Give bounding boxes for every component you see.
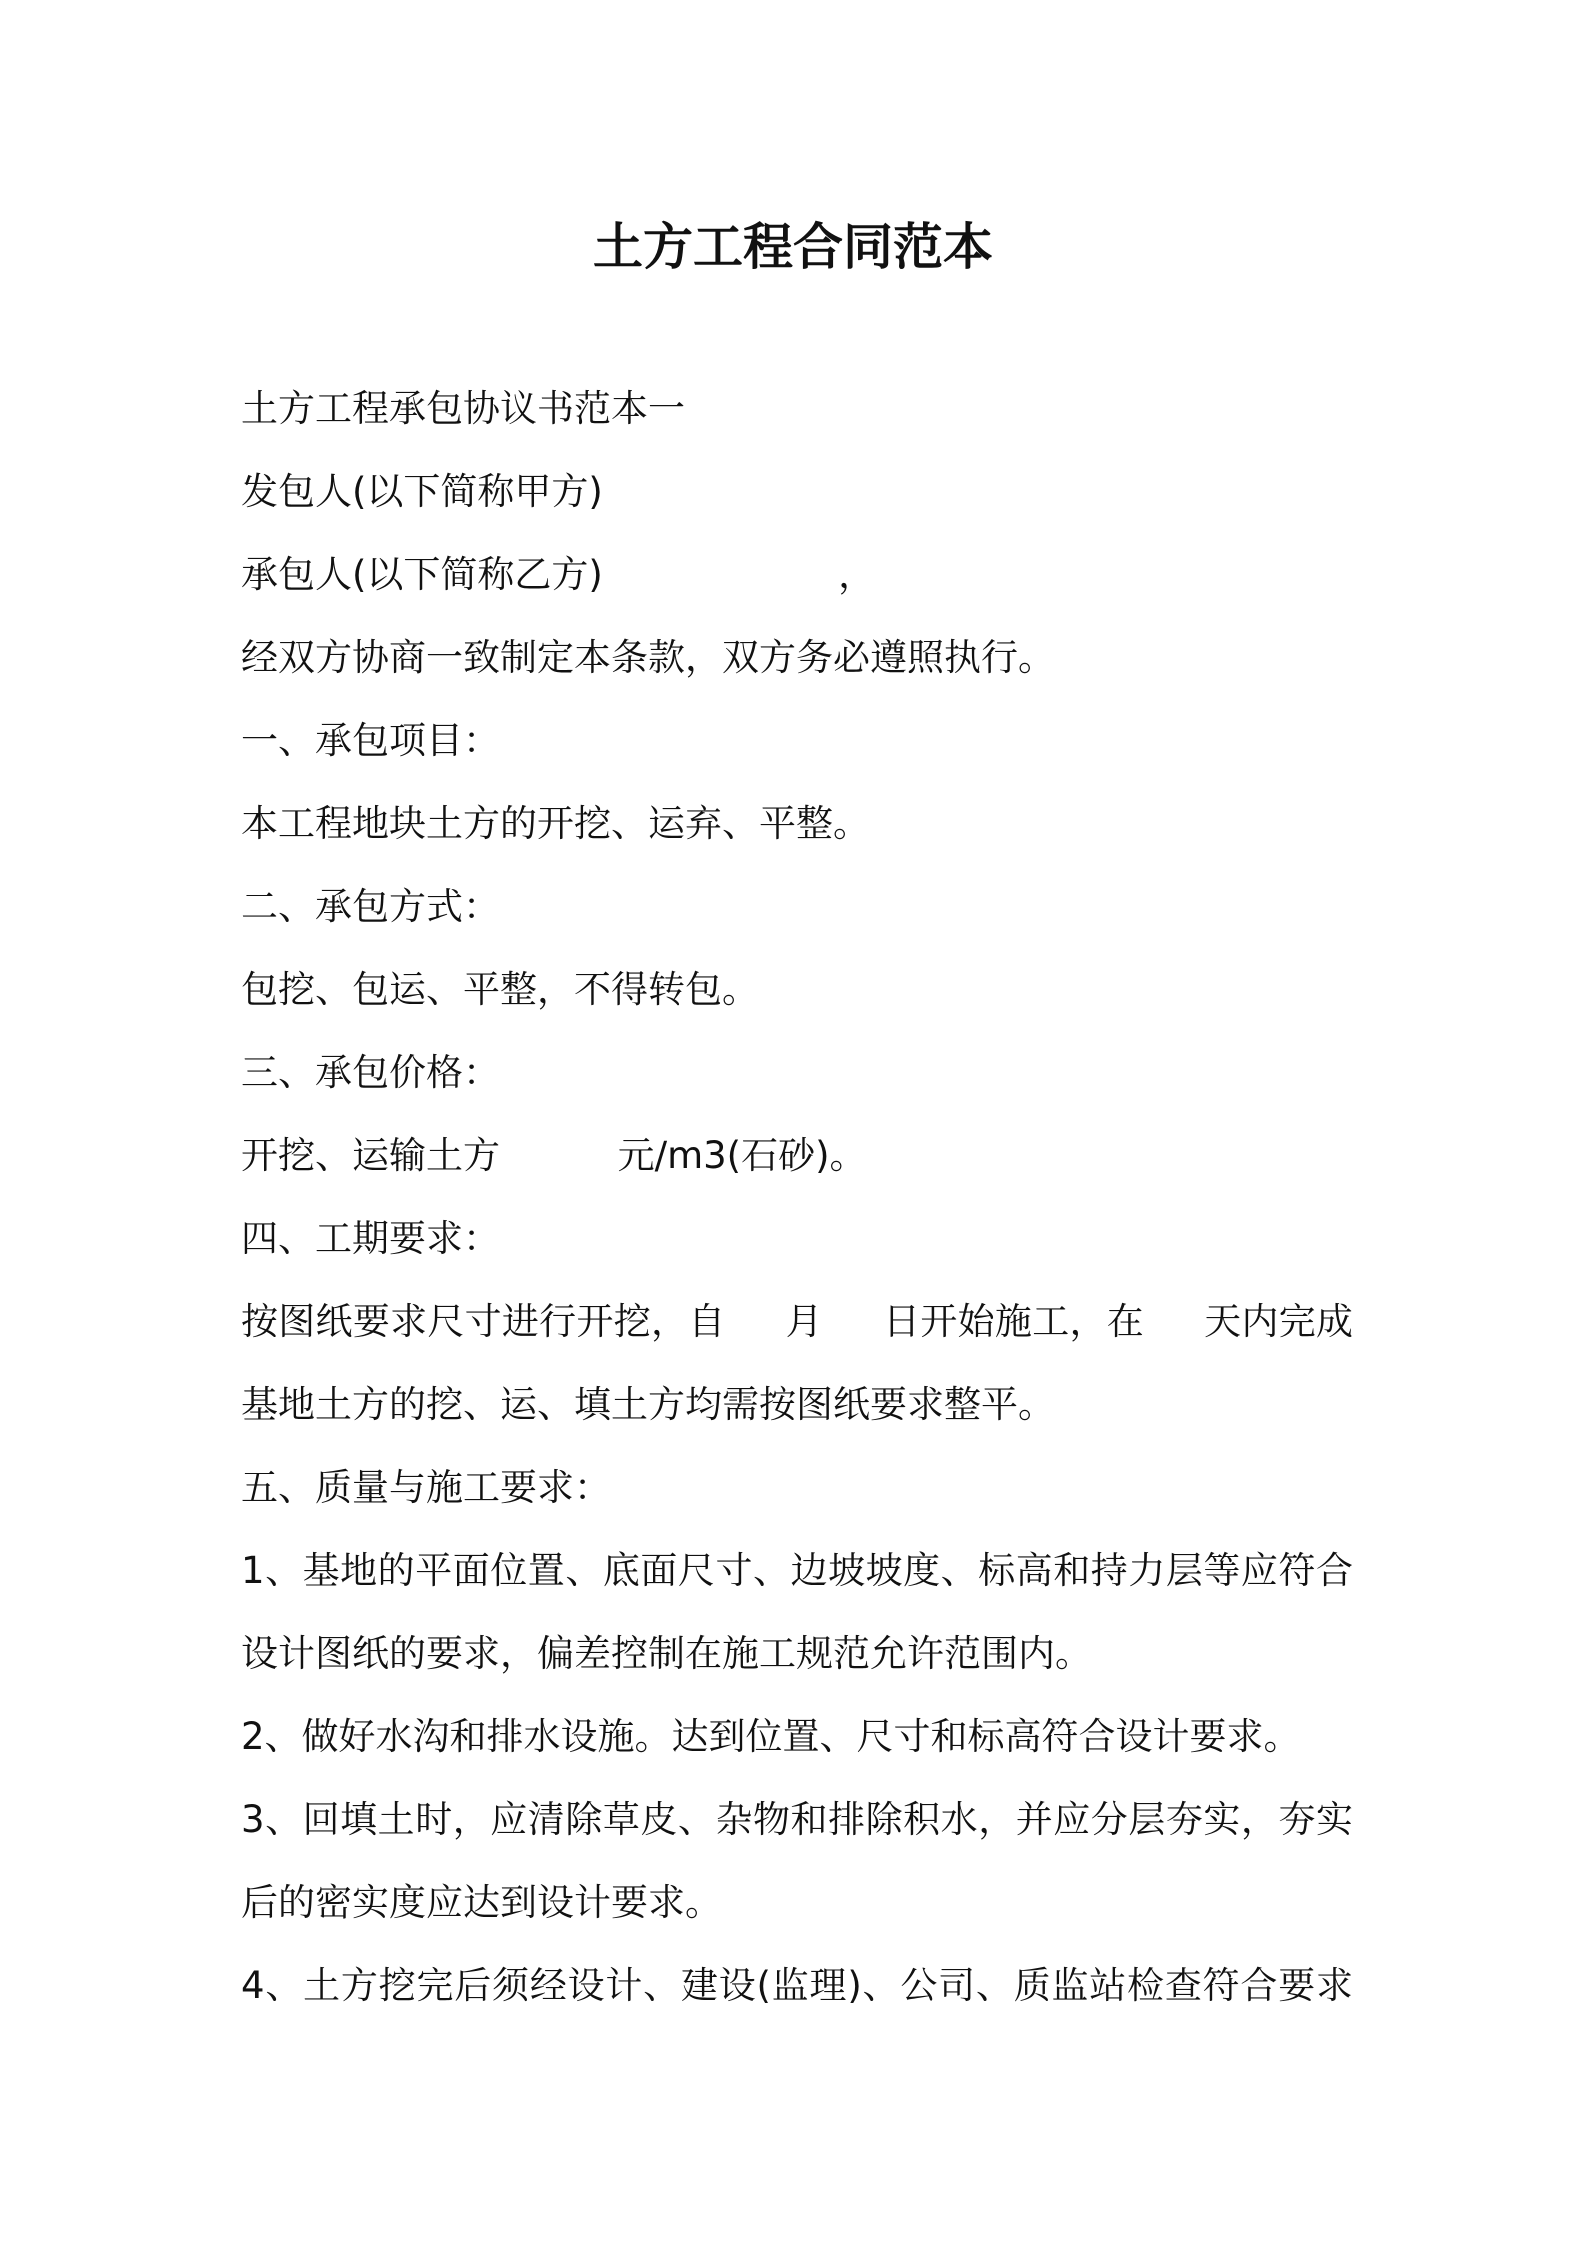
party-b-line: 承包人(以下简称乙方) ， xyxy=(241,553,876,596)
section-heading-1: 一、承包项目： xyxy=(241,719,500,762)
section-heading-2: 二、承包方式： xyxy=(241,885,500,928)
paragraph-line: 后的密实度应达到设计要求。 xyxy=(241,1881,722,1924)
document-title: 土方工程合同范本 xyxy=(593,218,993,276)
section-heading-4: 四、工期要求： xyxy=(241,1217,500,1260)
paragraph-line: 设计图纸的要求，偏差控制在施工规范允许范围内。 xyxy=(241,1632,1092,1675)
subtitle-line: 土方工程承包协议书范本一 xyxy=(241,387,685,430)
paragraph-line: 3、回填土时，应清除草皮、杂物和排除积水，并应分层夯实，夯实 xyxy=(241,1798,1353,1841)
paragraph-line: 基地土方的挖、运、填土方均需按图纸要求整平。 xyxy=(241,1383,1055,1426)
section-heading-3: 三、承包价格： xyxy=(241,1051,500,1094)
party-a-line: 发包人(以下简称甲方) xyxy=(241,470,603,513)
paragraph-line: 4、土方挖完后须经设计、建设(监理)、公司、质监站检查符合要求 xyxy=(241,1964,1353,2007)
paragraph-line: 按图纸要求尺寸进行开挖，自 月 日开始施工，在 天内完成 xyxy=(241,1300,1353,1343)
paragraph-line: 本工程地块土方的开挖、运弃、平整。 xyxy=(241,802,870,845)
paragraph-line: 1、基地的平面位置、底面尺寸、边坡坡度、标高和持力层等应符合 xyxy=(241,1549,1353,1592)
agreement-line: 经双方协商一致制定本条款，双方务必遵照执行。 xyxy=(241,636,1055,679)
section-heading-5: 五、质量与施工要求： xyxy=(241,1466,611,1509)
paragraph-line: 包挖、包运、平整，不得转包。 xyxy=(241,968,759,1011)
paragraph-line: 2、做好水沟和排水设施。达到位置、尺寸和标高符合设计要求。 xyxy=(241,1715,1301,1758)
paragraph-line: 开挖、运输土方 元/m3(石砂)。 xyxy=(241,1134,867,1177)
